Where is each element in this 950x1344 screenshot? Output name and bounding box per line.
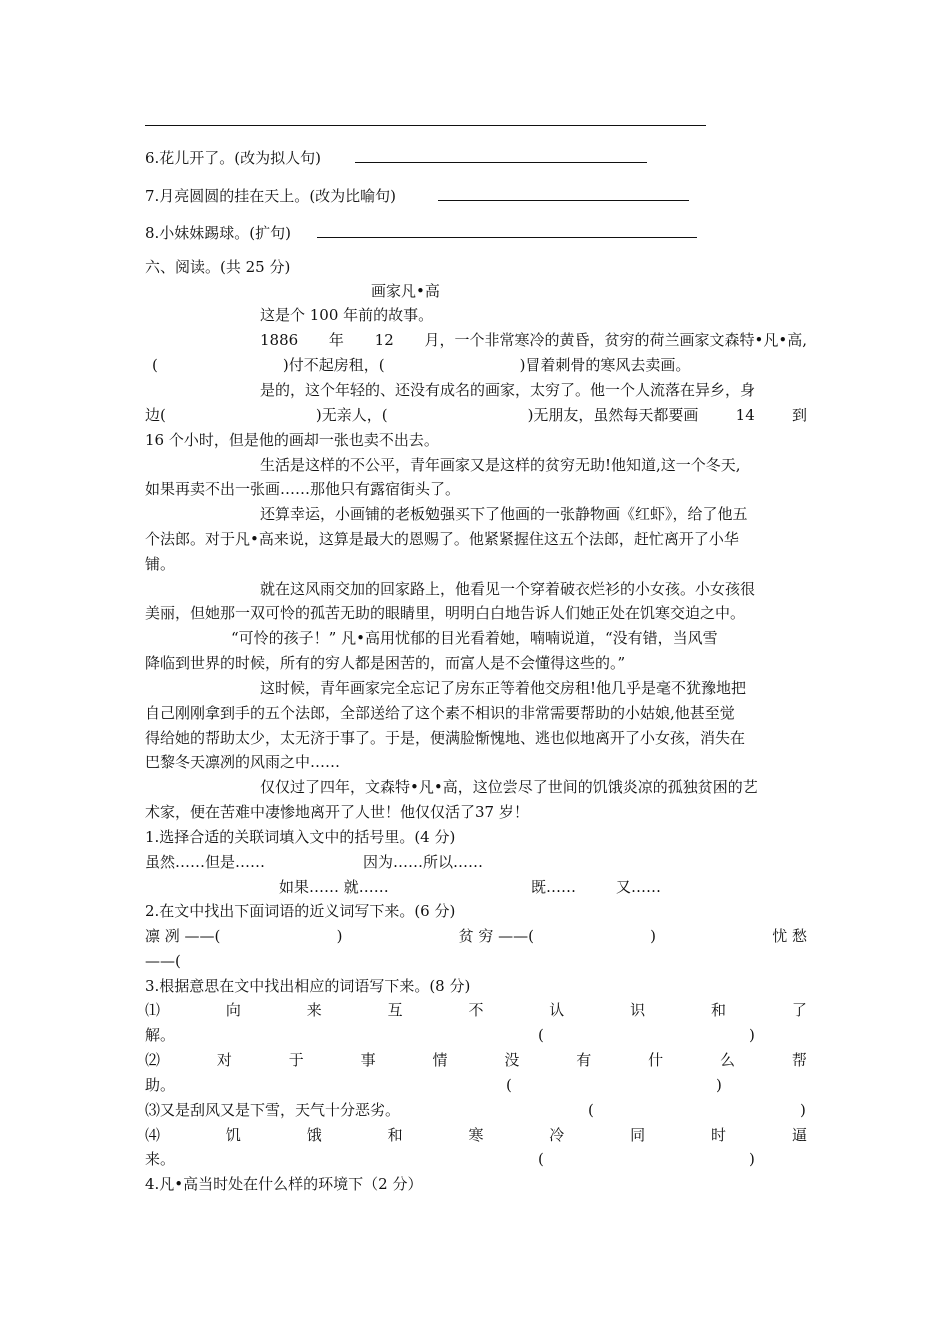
q3-item-4-paren-open: ( [538,1150,544,1168]
section-title: 六、阅读。(共 25 分) [145,258,291,276]
article-p2-line1: 1886 年 12 月，一个非常寒冷的黄昏，贫穷的荷兰画家文森特•凡•高, [260,331,807,349]
question-1: 1.选择合适的关联词填入文中的括号里。(4 分) [145,828,456,846]
article-p8-line2: 自己刚刚拿到手的五个法郎，全部送给了这个素不相识的非常需要帮助的小姑娘,他甚至觉 [145,704,735,722]
q3-item-3-paren-open: ( [588,1101,594,1119]
answer-line-8[interactable] [317,237,697,238]
question-3: 3.根据意思在文中找出相应的词语写下来。(8 分) [145,977,471,995]
q1-option-4a: 既…… [531,878,577,896]
article-p7-line1: “可怜的孩子！” 凡•高用忧郁的目光看着她，喃喃说道，“没有错，当风雪 [231,629,718,647]
article-p4-line1: 生活是这样的不公平，青年画家又是这样的贫穷无助!他知道,这一个冬天, [260,456,741,474]
q3-item-3: ⑶又是刮风又是下雪，天气十分恶劣。 [145,1101,401,1119]
article-p8-line4: 巴黎冬天凛冽的风雨之中…… [145,753,341,771]
answer-line-7[interactable] [438,200,689,201]
article-p5-line3: 铺。 [145,555,176,573]
q2-line: 凛 冽 ——( ) 贫 穷 ——( ) 忧 愁 [145,927,807,945]
article-p2-line2: ( )付不起房租，( )冒着刺骨的寒风去卖画。 [152,356,691,374]
question-2: 2.在文中找出下面词语的近义词写下来。(6 分) [145,902,456,920]
q1-option-1: 虽然……但是…… [145,853,266,871]
article-p9-line2: 术家，便在苦难中凄惨地离开了人世！他仅仅活了37 岁！ [145,803,529,821]
article-p6-line2: 美丽，但她那一双可怜的孤苦无助的眼睛里，明明白白地告诉人们她正处在饥寒交迫之中。 [145,604,746,622]
article-p6-line1: 就在这风雨交加的回家路上，他看见一个穿着破衣烂衫的小女孩。小女孩很 [260,580,756,598]
article-p4-line2: 如果再卖不出一张画……那他只有露宿街头了。 [145,480,461,498]
article-p3-line1: 是的，这个年轻的、还没有成名的画家，太穷了。他一个人流落在异乡，身 [260,381,756,399]
exercise-8: 8.小妹妹踢球。(扩句) [145,224,292,242]
q3-item-4-end: 来。 [145,1150,176,1168]
q1-option-2: 因为……所以…… [363,853,484,871]
answer-line-top [145,125,706,126]
q3-item-2: ⑵ 对 于 事 情 没 有 什 么 帮 [145,1051,807,1069]
article-p5-line2: 个法郎。对于凡•高来说，这算是最大的恩赐了。他紧紧握住这五个法郎，赶忙离开了小华 [145,530,739,548]
q1-option-3: 如果…… 就…… [279,878,389,896]
exercise-7: 7.月亮圆圆的挂在天上。(改为比喻句) [145,187,397,205]
article-p9-line1: 仅仅过了四年，文森特•凡•高，这位尝尽了世间的饥饿炎凉的孤独贫困的艺 [260,778,758,796]
q3-item-1-paren-open: ( [538,1026,544,1044]
q3-item-4: ⑷ 饥 饿 和 寒 冷 同 时 逼 [145,1126,807,1144]
article-p7-line2: 降临到世界的时候，所有的穷人都是困苦的，而富人是不会懂得这些的。” [145,654,626,672]
q3-item-2-paren-open: ( [506,1076,512,1094]
exercise-6: 6.花儿开了。(改为拟人句) [145,149,322,167]
q3-item-1-end: 解。 [145,1026,176,1044]
q3-item-1: ⑴ 向 来 互 不 认 识 和 了 [145,1001,807,1019]
article-p8-line1: 这时候，青年画家完全忘记了房东正等着他交房租!他几乎是毫不犹豫地把 [260,679,747,697]
answer-line-6[interactable] [355,162,647,163]
q1-option-4b: 又…… [616,878,662,896]
q2-line2: ——( [145,952,181,970]
article-title: 画家凡•高 [371,282,440,300]
article-p3-line3: 16 个小时，但是他的画却一张也卖不出去。 [145,431,439,449]
article-p8-line3: 得给她的帮助太少，太无济于事了。于是，便满脸惭愧地、逃也似地离开了小女孩，消失在 [145,729,746,747]
q3-item-1-paren-close: ) [749,1026,755,1044]
q3-item-3-paren-close: ) [800,1101,806,1119]
q3-item-4-paren-close: ) [749,1150,755,1168]
question-4: 4.凡•高当时处在什么样的环境下（2 分） [145,1175,423,1193]
q3-item-2-end: 助。 [145,1076,176,1094]
q3-item-2-paren-close: ) [716,1076,722,1094]
article-p1: 这是个 100 年前的故事。 [260,306,434,324]
article-p5-line1: 还算幸运，小画铺的老板勉强买下了他画的一张静物画《红虾》，给了他五 [260,505,748,523]
article-p3-line2: 边( )无亲人，( )无朋友，虽然每天都要画 14 到 [145,406,807,424]
